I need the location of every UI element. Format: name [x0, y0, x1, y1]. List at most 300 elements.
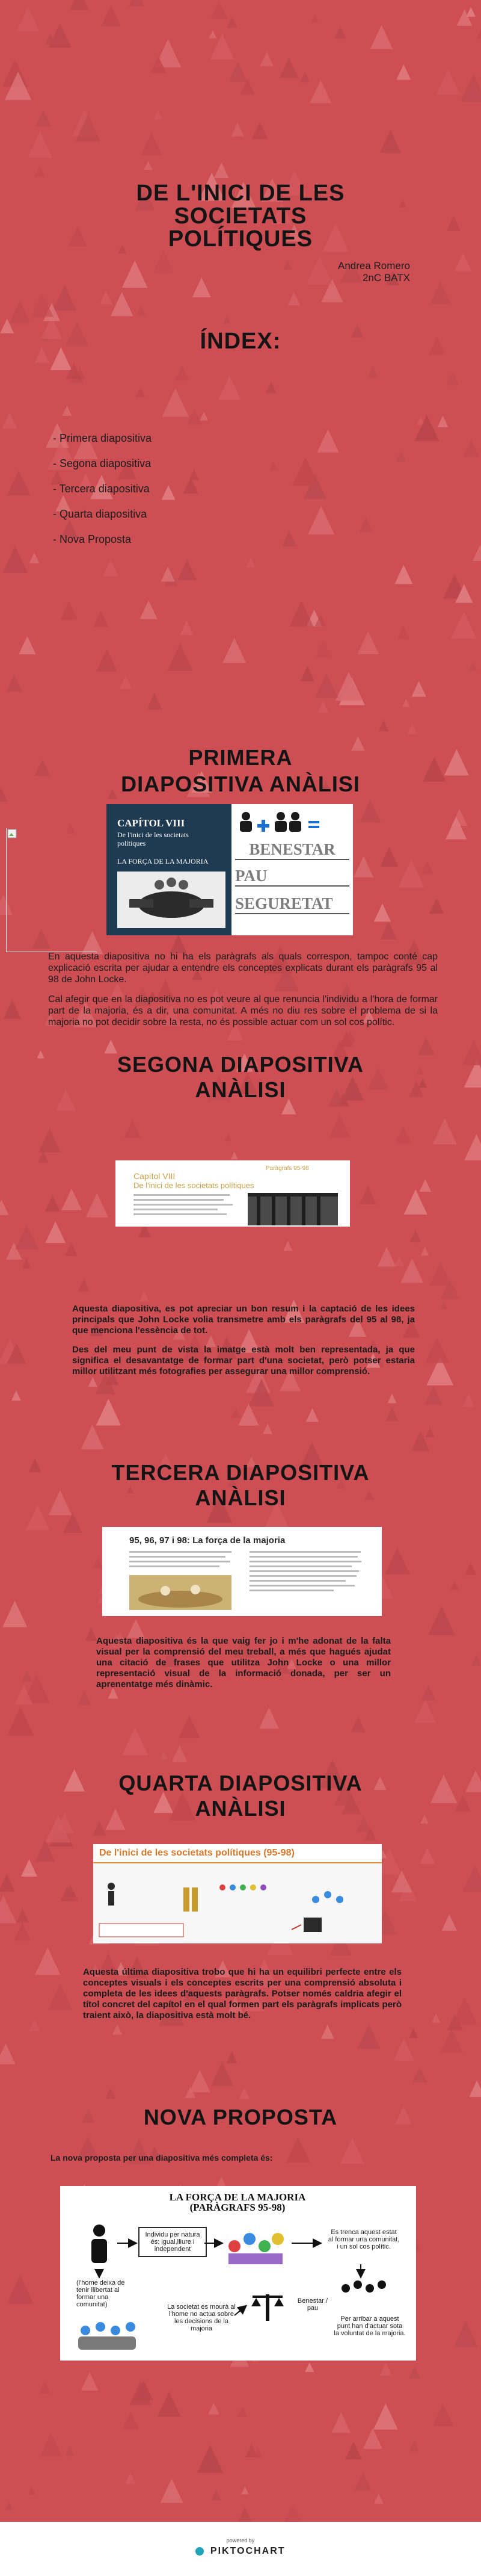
bg-triangle	[424, 1386, 442, 1405]
bg-triangle	[34, 165, 45, 176]
bg-triangle	[430, 1774, 458, 1803]
bg-triangle	[374, 903, 391, 921]
slide1-heading: PRIMERA DIAPOSITIVA ANÀLISI	[121, 745, 360, 796]
bg-triangle	[17, 7, 40, 31]
bg-triangle	[69, 0, 89, 10]
bg-triangle	[61, 1189, 82, 1210]
slide4-heading: QUARTA DIAPOSITIVA ANÀLISI	[118, 1771, 363, 1821]
slide2-card-text-lines	[133, 1194, 236, 1218]
bg-triangle	[239, 2088, 250, 2099]
bg-triangle	[263, 1424, 272, 1434]
bg-triangle	[402, 699, 410, 707]
bg-triangle	[426, 1428, 435, 1437]
piktochart-logo-icon	[195, 2547, 204, 2556]
bg-triangle	[211, 2490, 221, 2501]
bg-triangle	[318, 701, 329, 713]
bg-triangle	[469, 662, 477, 671]
bg-triangle	[446, 372, 459, 386]
proposal-box-1: Individu per natura és: igual,lliure i independent	[138, 2227, 207, 2257]
bg-triangle	[394, 565, 412, 584]
bg-triangle	[238, 2507, 252, 2521]
bg-triangle	[35, 1948, 61, 1975]
word-pau: PAU	[235, 867, 349, 887]
bg-triangle	[120, 676, 132, 689]
bg-triangle	[317, 429, 339, 453]
bg-triangle	[16, 1909, 29, 1923]
bg-triangle	[404, 1189, 427, 1215]
bg-triangle	[104, 1039, 117, 1053]
bg-triangle	[2, 412, 17, 429]
index-item-3[interactable]: - Tercera diapositiva	[53, 483, 150, 495]
bg-triangle	[177, 560, 197, 580]
bg-triangle	[440, 2028, 463, 2052]
bg-triangle	[447, 216, 461, 231]
bg-triangle	[135, 387, 146, 398]
bg-triangle	[226, 2052, 237, 2064]
bg-triangle	[444, 749, 469, 776]
bg-triangle	[378, 1247, 396, 1267]
slide4-preview	[93, 1844, 382, 1943]
proposal-card-title: LA FORÇA DE LA MAJORIA (PARÀGRAFS 95-98)	[169, 2191, 306, 2213]
bg-triangle	[192, 277, 211, 297]
slide4-card-title: De l'inici de les societats polítiques (95-98)	[99, 1848, 295, 1858]
bg-triangle	[455, 1795, 471, 1812]
slide3-text	[96, 1636, 391, 1698]
bg-triangle	[394, 1256, 404, 1267]
bg-triangle	[78, 1691, 91, 1705]
bg-triangle	[124, 1119, 141, 1138]
bg-triangle	[231, 1408, 240, 1418]
bg-triangle	[229, 62, 248, 82]
bg-triangle	[29, 553, 39, 563]
bg-triangle	[158, 2392, 181, 2417]
author-class: 2nC BATX	[362, 272, 410, 283]
bg-triangle	[259, 1708, 279, 1729]
bg-triangle	[305, 2362, 314, 2372]
bg-triangle	[5, 2501, 13, 2510]
bg-triangle	[432, 2403, 453, 2426]
bg-triangle	[414, 415, 439, 441]
bg-triangle	[209, 30, 216, 39]
bg-triangle	[237, 2406, 247, 2417]
bg-triangle	[397, 626, 409, 639]
slide3-heading: TERCERA DIAPOSITIVA ANÀLISI	[111, 1460, 370, 1510]
bg-triangle	[311, 14, 319, 22]
slide2-card-title1: Capítol VIII	[133, 1171, 176, 1181]
bg-triangle	[316, 640, 332, 658]
bg-triangle	[29, 2019, 40, 2031]
slide2-card-tag: Paràgrafs 95-98	[266, 1165, 309, 1172]
author-block	[301, 260, 410, 284]
bg-triangle	[101, 5, 121, 26]
bg-triangle	[283, 1241, 293, 1251]
bg-triangle	[380, 2362, 393, 2376]
bg-triangle	[288, 293, 300, 306]
bg-triangle	[388, 1393, 397, 1403]
bg-triangle	[50, 347, 72, 370]
bg-triangle	[66, 321, 89, 347]
bg-triangle	[421, 861, 434, 874]
bg-triangle	[154, 110, 162, 119]
bg-triangle	[429, 898, 444, 914]
slide1-card-white-panel	[231, 804, 353, 935]
bg-triangle	[103, 560, 118, 577]
bg-triangle	[2, 546, 28, 573]
bg-triangle	[111, 292, 133, 316]
people-diagram	[93, 1863, 382, 1943]
bg-triangle	[93, 1821, 106, 1836]
slide2-card-title2: De l'inici de les societats polítiques	[133, 1181, 254, 1190]
bg-triangle	[310, 80, 331, 103]
bg-triangle	[289, 601, 313, 627]
bg-triangle	[334, 26, 346, 39]
proposal-box-3: (l'home deixa de tenir llibertat al formar una comunitat)	[73, 2276, 133, 2311]
bg-triangle	[21, 1859, 37, 1877]
bg-triangle	[425, 1337, 449, 1363]
bg-triangle	[471, 1655, 481, 1665]
bg-triangle	[396, 451, 406, 462]
bg-triangle	[329, 1115, 351, 1138]
bg-triangle	[462, 1394, 475, 1407]
bg-triangle	[93, 1558, 103, 1568]
bg-triangle	[452, 1997, 477, 2025]
bg-triangle	[4, 1000, 22, 1019]
bg-triangle	[399, 200, 406, 208]
bg-triangle	[179, 1715, 200, 1739]
slide1-card-banner: LA FORÇA DE LA MAJORIA	[117, 857, 209, 865]
proposal-box-6: Per arribar a aquest punt han d'actuar sota la voluntat de la majoria.	[331, 2312, 409, 2340]
bg-triangle	[78, 1279, 90, 1292]
bg-triangle	[420, 1815, 429, 1824]
slide3-card-text-lines	[129, 1551, 231, 1570]
bg-triangle	[419, 1179, 431, 1192]
bg-triangle	[292, 457, 319, 486]
bg-triangle	[122, 1727, 149, 1755]
bg-triangle	[22, 1259, 31, 1269]
bg-triangle	[385, 1547, 410, 1574]
index-item-5[interactable]: - Nova Proposta	[53, 533, 132, 545]
bg-triangle	[467, 7, 476, 16]
bg-triangle	[465, 1770, 481, 1792]
bg-triangle	[464, 1135, 481, 1161]
bg-triangle	[37, 1050, 44, 1058]
bg-triangle	[7, 470, 31, 495]
bg-triangle	[189, 2070, 210, 2092]
bg-triangle	[7, 1707, 34, 1736]
bg-triangle	[476, 31, 481, 39]
bg-triangle	[300, 72, 310, 82]
bg-triangle	[22, 1671, 32, 1682]
bg-triangle	[345, 2442, 362, 2460]
bg-triangle	[451, 611, 477, 639]
author-name: Andrea Romero	[337, 260, 410, 271]
bg-triangle	[11, 1390, 21, 1401]
bg-triangle	[136, 305, 146, 315]
bg-triangle	[28, 1458, 41, 1472]
word-seguretat: SEGURETAT	[235, 894, 349, 914]
proposal-box-4: La societat es mourà al l'home no actua sobre les decisions de la majoria	[162, 2300, 240, 2335]
bg-triangle	[420, 1848, 435, 1864]
slide4-card-title-bar	[93, 1844, 382, 1863]
bg-triangle	[411, 681, 426, 697]
bg-triangle	[10, 301, 31, 323]
bg-triangle	[39, 2381, 51, 2394]
bg-triangle	[351, 1717, 365, 1732]
bg-triangle	[300, 666, 314, 681]
bg-triangle	[423, 757, 446, 782]
bg-triangle	[105, 2087, 116, 2099]
slide1-card-sub: De l'inici de les societats polítiques	[117, 831, 189, 847]
slide3-text-1: Aquesta diapositiva és la que vaig fer jo i m'he adonat de la falta visual per la comprensió del meu treball, a més que hagués ajudat una citació de frases que utilitza John Locke o una millor representació visual de la informació donada, per ser un aprenentatge més dinàmic.	[96, 1636, 391, 1689]
bg-triangle	[363, 2428, 382, 2449]
bg-triangle	[453, 2321, 477, 2347]
bg-triangle	[0, 1200, 9, 1215]
bg-triangle	[398, 859, 424, 887]
bg-triangle	[52, 285, 76, 311]
slide1-text-2: Cal afegir que en la diapositiva no es pot veure al que renuncia l'individu a l'hora de formar part de la majoria, és a dir, una comunitat. A més no diu res sobre el problema de si la majoria no pot decidir sobre la resta, no és possible actuar com un sol cos polític.	[48, 994, 438, 1027]
bg-triangle	[0, 2043, 16, 2064]
bg-triangle	[45, 1221, 66, 1243]
bg-triangle	[96, 649, 117, 672]
index-list	[53, 432, 293, 559]
bg-triangle	[19, 636, 35, 654]
prison-bars-image	[248, 1193, 338, 1225]
slide3-preview	[102, 1527, 382, 1616]
bg-triangle	[462, 1865, 481, 1892]
bg-triangle	[385, 1407, 399, 1421]
bg-triangle	[63, 1512, 82, 1532]
footer-brand-row	[0, 2546, 481, 2557]
bg-triangle	[160, 1751, 168, 1759]
bg-triangle	[123, 2412, 139, 2429]
slide2-text-2: Des del meu punt de vista la imatge està molt ben representada, ja que significa el desavantatge de formar part d'una societat, però potser estaria millor utilitzant més fotografies per assegurar una millor comprensió.	[72, 1345, 415, 1376]
bg-triangle	[100, 291, 112, 304]
bg-triangle	[227, 16, 237, 28]
slide3-card-text-right	[250, 1551, 364, 1594]
bg-triangle	[172, 1745, 188, 1762]
bg-triangle	[379, 130, 401, 153]
bg-triangle	[38, 1151, 49, 1163]
bg-triangle	[96, 1399, 121, 1425]
bg-triangle	[7, 2275, 34, 2304]
bg-triangle	[65, 1243, 78, 1256]
bg-triangle	[180, 621, 193, 635]
bg-triangle	[354, 856, 373, 877]
bg-triangle	[34, 347, 49, 363]
bg-triangle	[222, 638, 246, 663]
bg-triangle	[2, 1601, 27, 1627]
bg-triangle	[162, 388, 189, 417]
bg-triangle	[93, 610, 109, 627]
index-item-2[interactable]: - Segona diapositiva	[53, 457, 152, 469]
bg-triangle	[81, 1425, 104, 1449]
bg-triangle	[428, 1606, 455, 1635]
bg-triangle	[122, 261, 148, 288]
bg-triangle	[409, 1230, 421, 1242]
bg-triangle	[147, 693, 162, 710]
bg-triangle	[331, 2412, 351, 2433]
bg-triangle	[315, 673, 339, 698]
proposal-box-2: Es trenca aquest estat al formar una comunitat, i un sol cos polític.	[325, 2226, 403, 2253]
bg-triangle	[308, 506, 334, 534]
bg-triangle	[432, 2014, 440, 2023]
bg-triangle	[127, 1619, 144, 1638]
bg-triangle	[218, 376, 240, 400]
bg-triangle	[246, 557, 255, 567]
bg-triangle	[335, 672, 363, 701]
bg-triangle	[411, 1431, 430, 1451]
people-icon	[237, 810, 340, 834]
bg-triangle	[395, 1126, 411, 1143]
bg-triangle	[412, 2067, 427, 2082]
bg-triangle	[409, 2441, 419, 2451]
slide4-text-1: Aquesta última diapositiva trobo que hi ha un equilibri perfecte entre els conceptes visuals i els conceptes escrits per una comprensió absoluta i completa de les idees d'aquests paràgrafs. Potser només caldria afegir el títol concret del capítol en el qual formen part els paràgrafs implicats però traient això, la diapositiva està molt bé.	[83, 1967, 402, 2020]
bg-triangle	[85, 1628, 97, 1641]
bg-triangle	[306, 1408, 319, 1422]
bg-triangle	[284, 261, 292, 270]
bg-triangle	[432, 1118, 457, 1144]
bg-triangle	[357, 631, 379, 654]
bg-triangle	[63, 406, 72, 416]
bg-triangle	[421, 1247, 429, 1256]
slide4-text	[83, 1967, 402, 2030]
bg-triangle	[280, 57, 299, 78]
bg-triangle	[359, 517, 373, 532]
bg-triangle	[409, 2366, 420, 2379]
bg-triangle	[38, 1129, 61, 1152]
footer-brand[interactable]: PIKTOCHART	[210, 2546, 286, 2556]
bg-triangle	[238, 1404, 259, 1426]
painting-image	[129, 1575, 231, 1610]
bg-triangle	[380, 921, 397, 940]
bg-triangle	[374, 2494, 384, 2504]
bg-triangle	[15, 1225, 38, 1249]
index-heading: ÍNDEX:	[200, 329, 281, 354]
bg-triangle	[140, 600, 158, 619]
footer	[0, 2522, 481, 2576]
bg-triangle	[394, 2039, 414, 2061]
proposal-heading: NOVA PROPOSTA	[143, 2105, 338, 2129]
bg-triangle	[360, 800, 381, 823]
slide2-text	[72, 1304, 415, 1386]
bg-triangle	[462, 1041, 481, 1065]
bg-triangle	[66, 2447, 75, 2456]
bg-triangle	[153, 250, 174, 273]
bg-triangle	[208, 2403, 219, 2414]
bg-triangle	[0, 1874, 15, 1892]
bg-triangle	[161, 566, 175, 581]
bg-triangle	[34, 760, 50, 776]
bg-triangle	[260, 52, 274, 66]
bg-triangle	[144, 161, 153, 170]
index-item-4[interactable]: - Quarta diapositiva	[53, 508, 147, 520]
bg-triangle	[469, 2081, 481, 2097]
bg-triangle	[35, 110, 51, 126]
bg-triangle	[223, 316, 230, 324]
bg-triangle	[47, 1984, 73, 2010]
slide3-card-title: 95, 96, 97 i 98: La força de la majoria	[129, 1535, 286, 1546]
bg-triangle	[461, 74, 481, 102]
bg-triangle	[450, 1581, 459, 1590]
bg-triangle	[429, 1262, 452, 1286]
bg-triangle	[284, 2504, 301, 2522]
bg-triangle	[373, 2403, 398, 2430]
bg-triangle	[60, 601, 78, 620]
arrows	[60, 2186, 416, 2361]
bg-triangle	[430, 282, 451, 305]
bg-triangle	[0, 787, 8, 802]
proposal-diagram	[60, 2186, 416, 2361]
bg-triangle	[359, 1186, 376, 1204]
bg-triangle	[380, 847, 398, 867]
bg-triangle	[68, 226, 87, 247]
proposal-intro: La nova proposta per una diapositiva més completa és:	[51, 2153, 273, 2163]
bg-triangle	[354, 2472, 372, 2491]
slide1-text	[48, 951, 438, 1036]
bg-triangle	[396, 64, 411, 80]
bg-triangle	[231, 123, 244, 137]
bg-triangle	[167, 643, 193, 671]
footer-powered: powered by	[226, 2537, 255, 2543]
word-benestar: BENESTAR	[235, 840, 349, 860]
bg-triangle	[379, 720, 389, 731]
bg-triangle	[125, 2472, 135, 2483]
bg-triangle	[197, 2445, 224, 2473]
bg-triangle	[175, 365, 189, 380]
bg-triangle	[224, 1133, 232, 1141]
broken-image-icon	[6, 828, 97, 952]
bg-triangle	[231, 1151, 238, 1159]
bg-triangle	[31, 293, 54, 317]
bg-triangle	[211, 2062, 234, 2086]
bg-triangle	[465, 1562, 477, 1575]
bg-triangle	[85, 1193, 108, 1217]
bg-triangle	[200, 412, 208, 421]
bg-triangle	[129, 0, 145, 7]
bg-triangle	[408, 724, 417, 734]
bg-triangle	[241, 2486, 249, 2494]
handshake-image	[117, 872, 225, 928]
bg-triangle	[81, 2372, 99, 2391]
bg-triangle	[186, 409, 202, 426]
bg-triangle	[161, 2478, 183, 2503]
bg-triangle	[473, 545, 481, 561]
bg-triangle	[28, 2487, 35, 2495]
slide2-preview	[115, 1160, 350, 1227]
slide1-text-1: En aquesta diapositiva no hi ha els paràgrafs als quals correspon, tampoc conté cap explicació escrita per ajudar a entendre els conceptes explicats durant els paràgrafs 95 al 98 de John Locke.	[48, 952, 438, 985]
bg-triangle	[141, 133, 162, 155]
bg-triangle	[367, 366, 378, 377]
bg-triangle	[442, 1915, 457, 1931]
bg-triangle	[210, 1, 228, 19]
bg-triangle	[409, 2028, 418, 2038]
index-item-1[interactable]: - Primera diapositiva	[53, 432, 152, 444]
bg-triangle	[429, 336, 446, 355]
slide1-card-title: CAPÍTOL VIII	[117, 817, 185, 829]
slide2-heading: SEGONA DIAPOSITIVA ANÀLISI	[117, 1052, 364, 1102]
bg-triangle	[455, 253, 471, 271]
bg-triangle	[40, 2433, 62, 2457]
slide1-preview	[106, 804, 353, 935]
bg-triangle	[370, 25, 393, 49]
bg-triangle	[14, 1922, 31, 1940]
bg-triangle	[437, 69, 460, 94]
bg-triangle	[214, 163, 229, 178]
bg-triangle	[266, 382, 277, 394]
bg-triangle	[414, 1700, 436, 1723]
bg-triangle	[400, 1259, 423, 1283]
bg-triangle	[440, 1301, 447, 1309]
